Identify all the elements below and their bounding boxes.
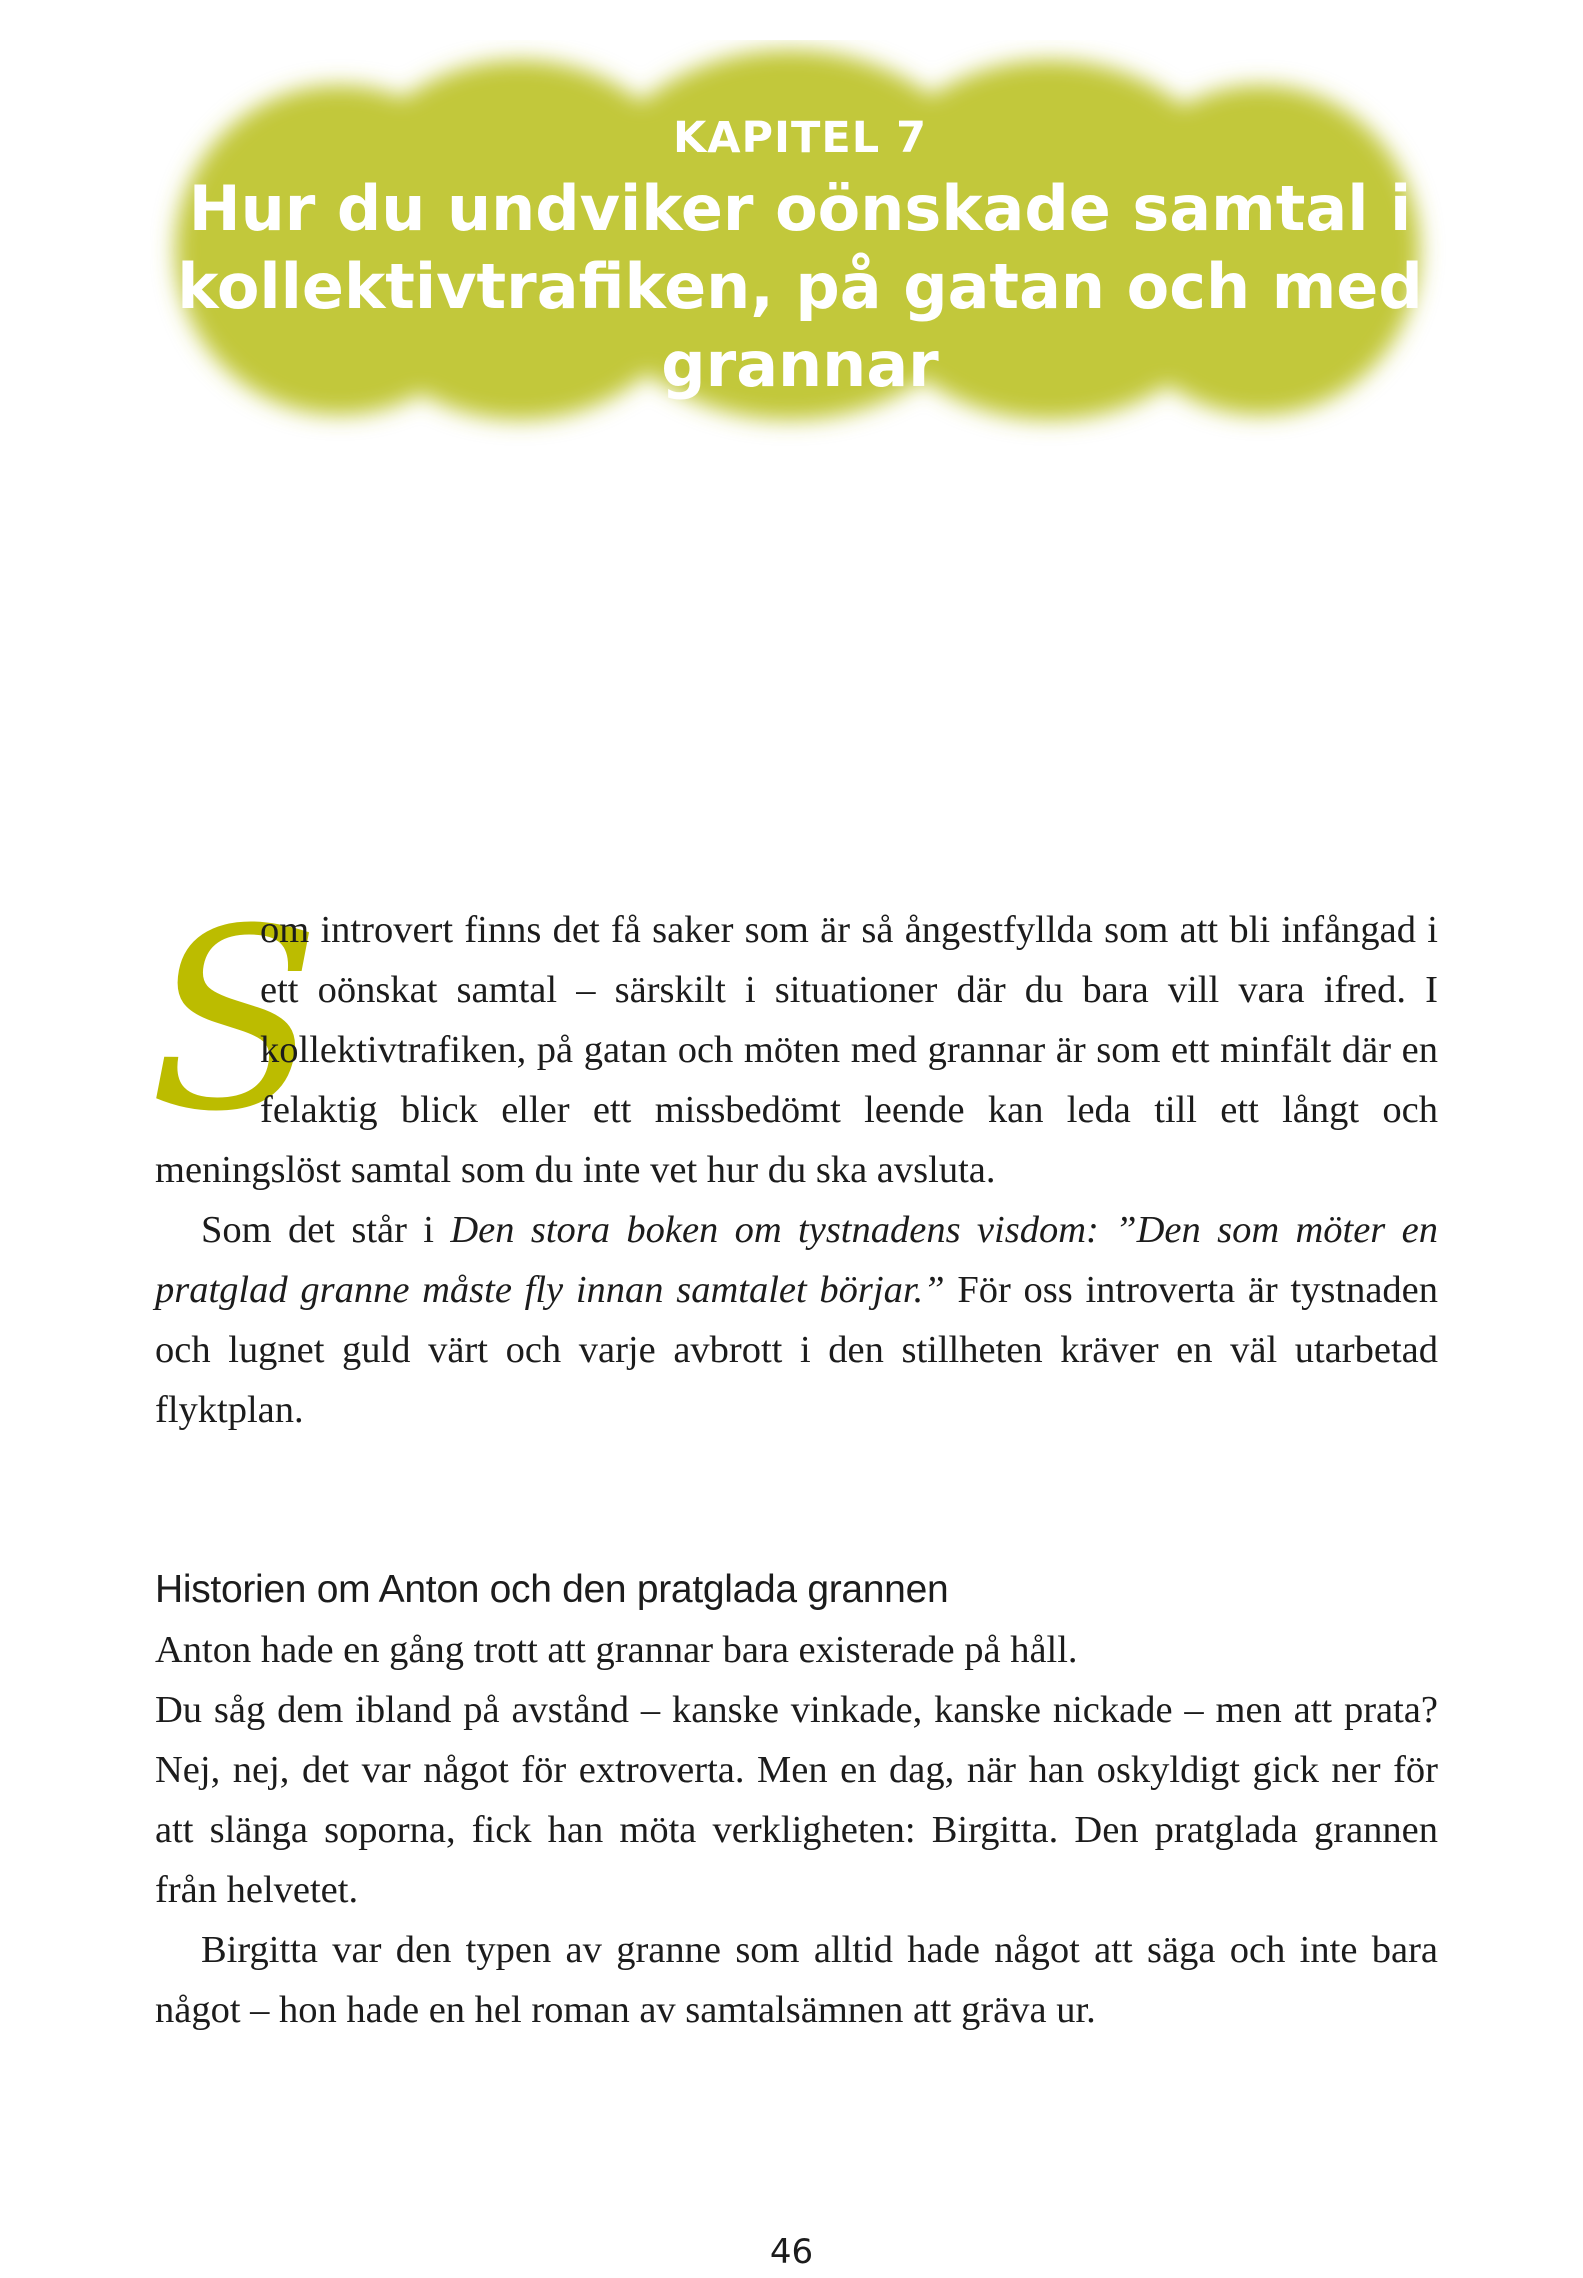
page-number: 46 [769, 2232, 814, 2272]
intro-paragraph [149, 875, 1438, 1200]
chapter-header [150, 110, 1450, 404]
section-paragraph-3: Birgitta var den typen av granne som alltid hade något att säga och inte bara något – hon hade en hel roman av samtalsämnen att gräva ur. [155, 1929, 1438, 2031]
drop-cap: S [149, 875, 321, 1166]
quote-tail: För oss introverta är tystnaden och lugnet guld värt och varje avbrott i den stillheten kräver en väl utarbetad flyktplan. [155, 1269, 1438, 1431]
chapter-title: Hur du undviker oönskade samtal i kollektivtrafiken, på gatan och med grannar [177, 172, 1423, 401]
chapter-label: KAPITEL 7 [672, 113, 928, 163]
quote-paragraph [155, 1200, 1438, 1440]
section-paragraph-2: Du såg dem ibland på avstånd – kanske vinkade, kanske nickade – men att prata? Nej, nej, det var något för extroverta. Men en dag, när han oskyldigt gick ner för att slänga soporna, fick han möta verkligheten: Birgitta. Den pratglada grannen från helvetet. [155, 1689, 1438, 1911]
quote-italic: Den stora boken om tystnadens visdom: ”Den som möter en pratglad granne måste fly innan samtalet börjar.” [155, 1209, 1438, 1311]
section-heading: Historien om Anton och den pratglada grannen [155, 1568, 949, 1611]
intro-text: om introvert finns det få saker som är så ångestfyllda som att bli infångad i ett oönskat samtal – särskilt i situationer där du bara vill vara ifred. I kollektivtrafiken, på gatan och möten med grannar är som ett minfält där en felaktig blick eller ett missbedömt leende kan leda till ett långt och meningslöst samtal som du inte vet hur du ska avsluta. [155, 909, 1438, 1191]
chapter-body [149, 875, 1438, 2040]
section-paragraph-1: Anton hade en gång trott att grannar bara existerade på håll. [155, 1629, 1078, 1671]
quote-lead: Som det står i [201, 1209, 451, 1251]
